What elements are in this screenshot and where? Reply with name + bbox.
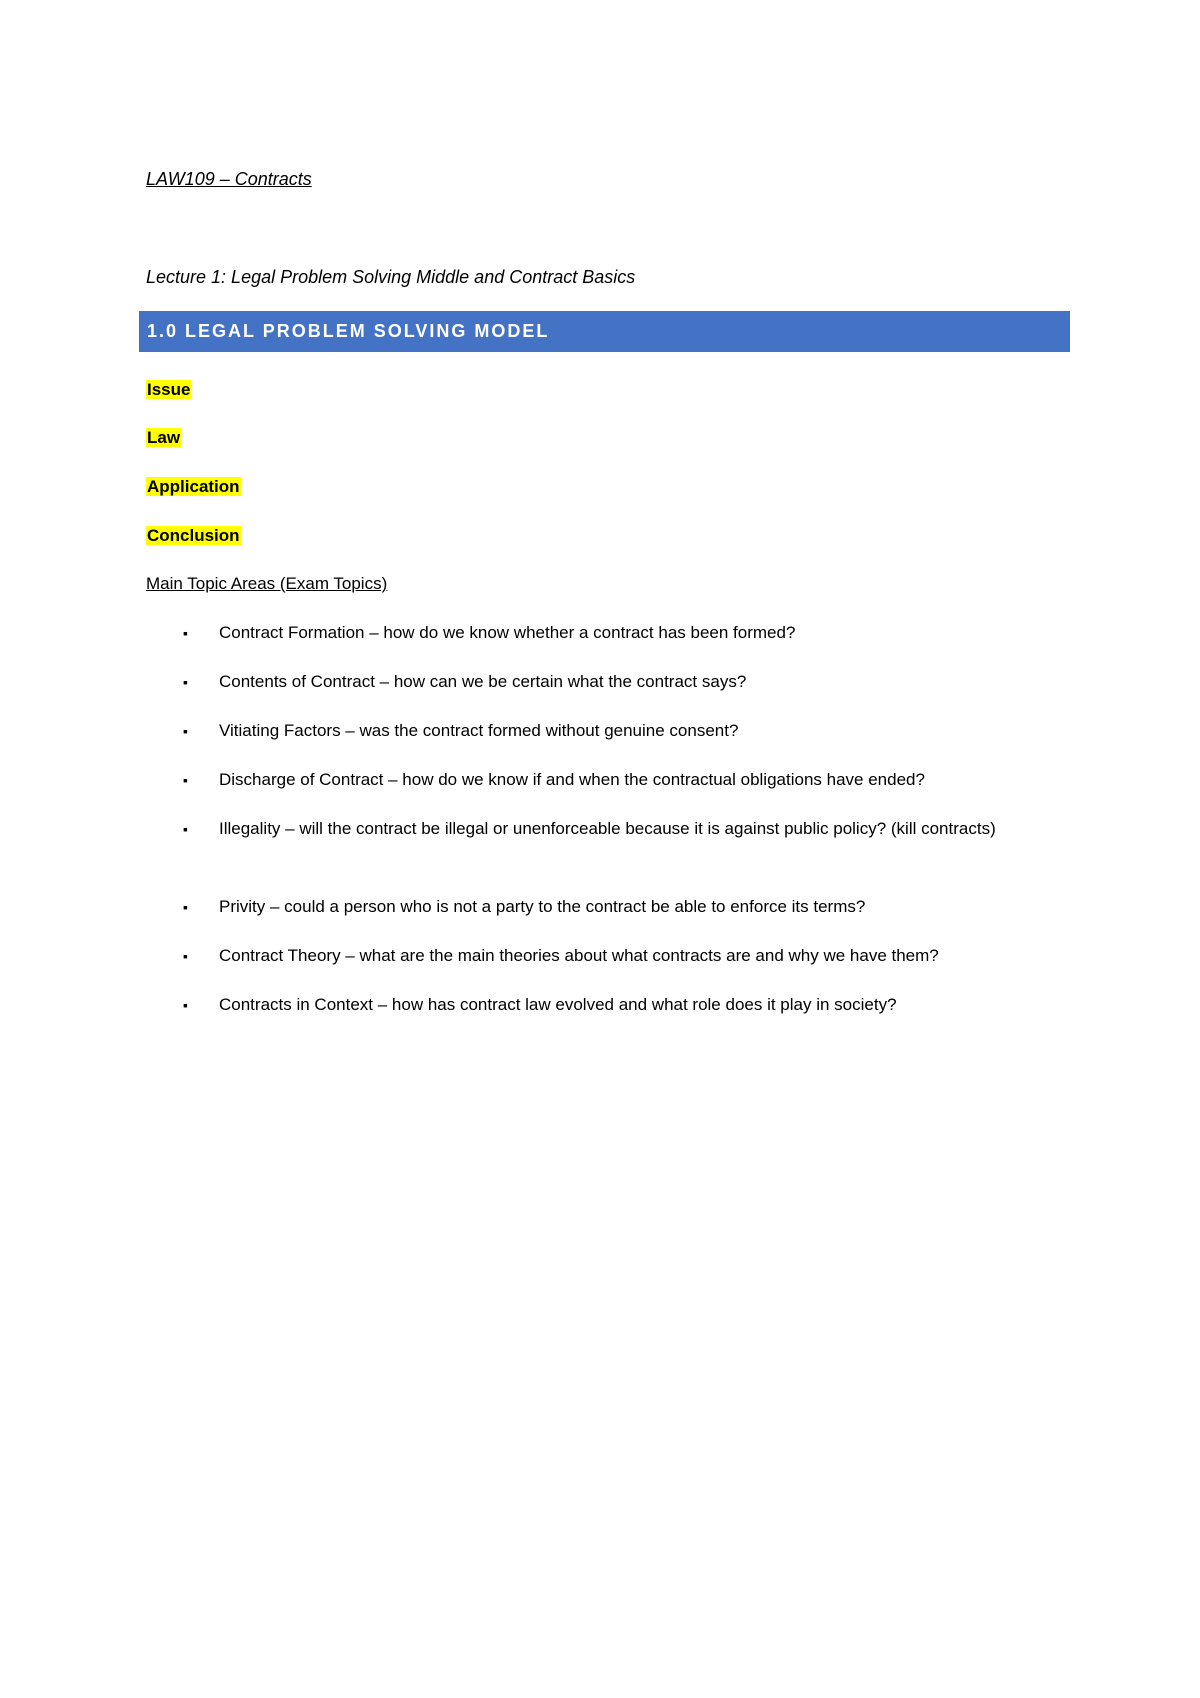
bullet-icon: ▪ — [183, 772, 188, 788]
irac-law-label: Law — [147, 428, 181, 447]
document-title: LAW109 – Contracts — [146, 169, 312, 189]
irac-application — [146, 477, 241, 497]
irac-conclusion — [146, 526, 241, 546]
bullet-icon: ▪ — [183, 948, 188, 964]
bullet-icon: ▪ — [183, 723, 188, 739]
bullet-icon: ▪ — [183, 625, 188, 641]
topic-text: Discharge of Contract – how do we know if and when the contractual obligations have ended? — [219, 770, 925, 789]
irac-law — [146, 428, 181, 448]
topic-text: Illegality – will the contract be illegal or unenforceable because it is against public policy? (kill contracts) — [219, 819, 996, 838]
topic-text: Contract Theory – what are the main theories about what contracts are and why we have them? — [219, 946, 939, 965]
irac-issue-label: Issue — [147, 380, 191, 399]
irac-application-label: Application — [147, 477, 240, 496]
topics-heading: Main Topic Areas (Exam Topics) — [146, 574, 388, 593]
topic-text: Privity – could a person who is not a party to the contract be able to enforce its terms? — [219, 897, 866, 916]
irac-issue — [146, 380, 191, 400]
bullet-icon: ▪ — [183, 821, 188, 837]
topic-text: Contents of Contract – how can we be certain what the contract says? — [219, 672, 747, 691]
section-heading: 1.0 LEGAL PROBLEM SOLVING MODEL — [147, 321, 550, 341]
bullet-icon: ▪ — [183, 899, 188, 915]
irac-conclusion-label: Conclusion — [147, 526, 240, 545]
topic-text: Vitiating Factors – was the contract formed without genuine consent? — [219, 721, 739, 740]
topic-text: Contract Formation – how do we know whether a contract has been formed? — [219, 623, 796, 642]
lecture-title: Lecture 1: Legal Problem Solving Middle and Contract Basics — [146, 267, 636, 287]
bullet-icon: ▪ — [183, 674, 188, 690]
section-heading-bar — [139, 311, 1070, 352]
topic-text: Contracts in Context – how has contract law evolved and what role does it play in society? — [219, 995, 897, 1014]
bullet-icon: ▪ — [183, 997, 188, 1013]
